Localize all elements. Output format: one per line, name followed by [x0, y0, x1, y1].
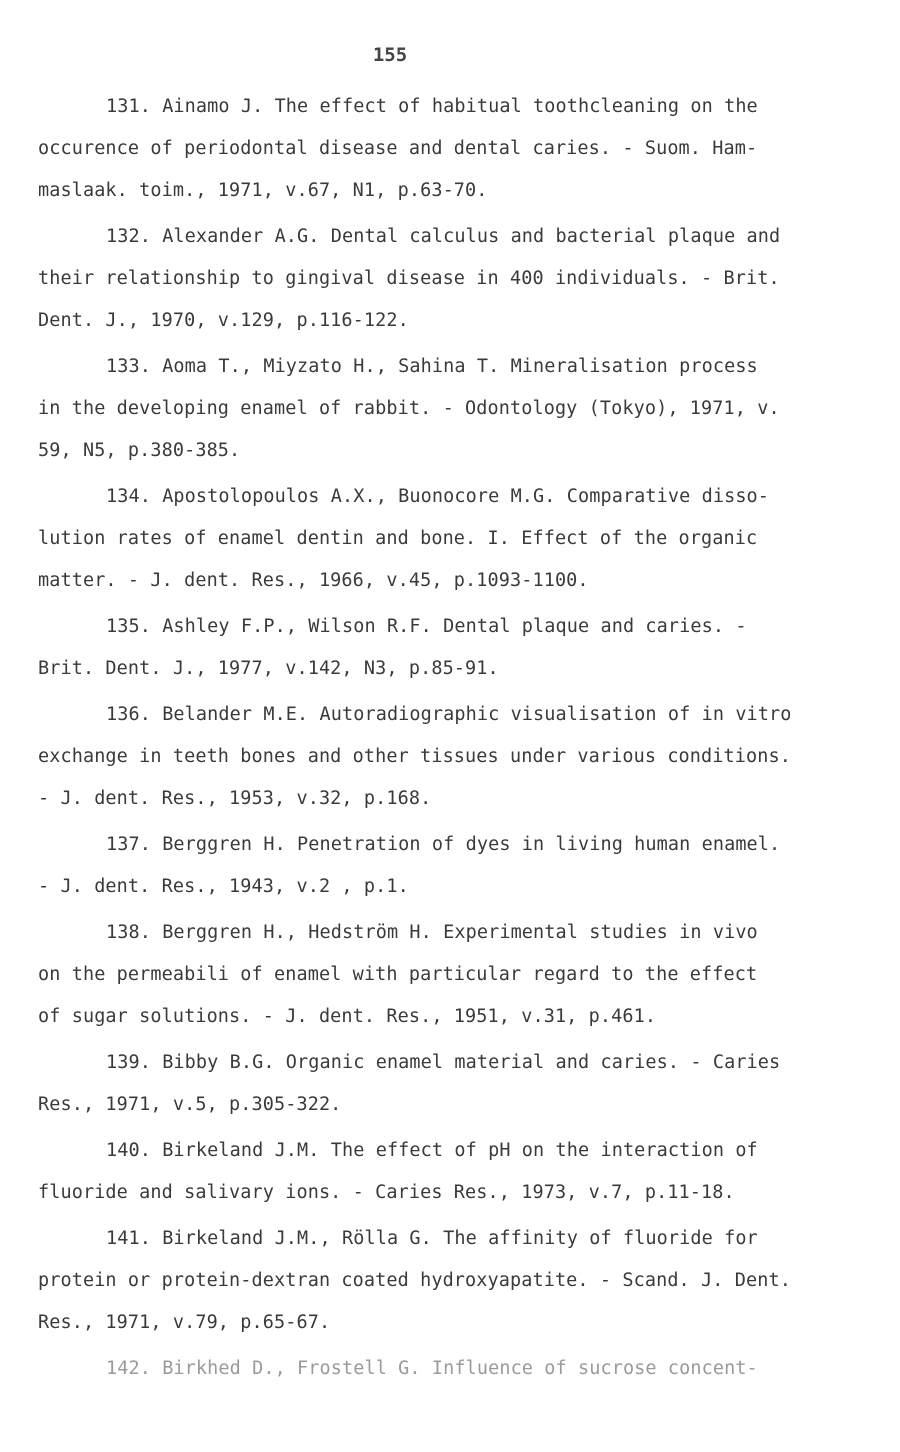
reference-139	[38, 1048, 868, 1132]
reference-line: lution rates of enamel dentin and bone. I. Effect of the organic	[38, 528, 758, 549]
reference-line: Res., 1971, v.5, p.305-322.	[38, 1094, 342, 1115]
reference-line: 134. Apostolopoulos A.X., Buonocore M.G. Comparative disso-	[106, 486, 770, 507]
reference-line: Res., 1971, v.79, p.65-67.	[38, 1312, 331, 1333]
reference-140	[38, 1136, 868, 1220]
reference-line: 59, N5, p.380-385.	[38, 440, 241, 461]
reference-line: 135. Ashley F.P., Wilson R.F. Dental plaque and caries. -	[106, 616, 747, 637]
reference-line: fluoride and salivary ions. - Caries Res., 1973, v.7, p.11-18.	[38, 1182, 735, 1203]
reference-line: protein or protein-dextran coated hydroxyapatite. - Scand. J. Dent.	[38, 1270, 791, 1291]
page-number: 155	[372, 44, 408, 66]
reference-line: exchange in teeth bones and other tissues under various conditions.	[38, 746, 791, 767]
reference-line: 136. Belander M.E. Autoradiographic visualisation of in vitro	[106, 704, 792, 725]
reference-line: matter. - J. dent. Res., 1966, v.45, p.1093-1100.	[38, 570, 589, 591]
reference-line: in the developing enamel of rabbit. - Odontology (Tokyo), 1971, v.	[38, 398, 780, 419]
reference-132	[38, 222, 868, 348]
reference-line: 140. Birkeland J.M. The effect of pH on the interaction of	[106, 1140, 758, 1161]
reference-line: their relationship to gingival disease in 400 individuals. - Brit.	[38, 268, 780, 289]
reference-131	[38, 92, 868, 218]
reference-line: of sugar solutions. - J. dent. Res., 1951, v.31, p.461.	[38, 1006, 657, 1027]
reference-142	[38, 1354, 868, 1396]
reference-line: occurence of periodontal disease and dental caries. - Suom. Ham-	[38, 138, 758, 159]
reference-line: Brit. Dent. J., 1977, v.142, N3, p.85-91.	[38, 658, 499, 679]
reference-line: 142. Birkhed D., Frostell G. Influence of sucrose concent-	[106, 1358, 758, 1379]
reference-line: 131. Ainamo J. The effect of habitual toothcleaning on the	[106, 96, 758, 117]
reference-134	[38, 482, 868, 608]
reference-line: 138. Berggren H., Hedström H. Experimental studies in vivo	[106, 922, 758, 943]
reference-line: Dent. J., 1970, v.129, p.116-122.	[38, 310, 409, 331]
reference-141	[38, 1224, 868, 1350]
reference-line: 132. Alexander A.G. Dental calculus and bacterial plaque and	[106, 226, 781, 247]
reference-138	[38, 918, 868, 1044]
reference-line: maslaak. toim., 1971, v.67, N1, p.63-70.	[38, 180, 488, 201]
reference-line: 137. Berggren H. Penetration of dyes in living human enamel.	[106, 834, 781, 855]
reference-line: - J. dent. Res., 1943, v.2 , p.1.	[38, 876, 409, 897]
reference-line: - J. dent. Res., 1953, v.32, p.168.	[38, 788, 432, 809]
reference-135	[38, 612, 868, 696]
reference-133	[38, 352, 868, 478]
reference-line: 139. Bibby B.G. Organic enamel material and caries. - Caries	[106, 1052, 781, 1073]
reference-line: 141. Birkeland J.M., Rölla G. The affinity of fluoride for	[106, 1228, 758, 1249]
reference-list	[38, 92, 868, 1400]
reference-line: on the permeabili of enamel with particular regard to the effect	[38, 964, 758, 985]
reference-line: 133. Aoma T., Miyzato H., Sahina T. Mineralisation process	[106, 356, 758, 377]
reference-137	[38, 830, 868, 914]
reference-136	[38, 700, 868, 826]
